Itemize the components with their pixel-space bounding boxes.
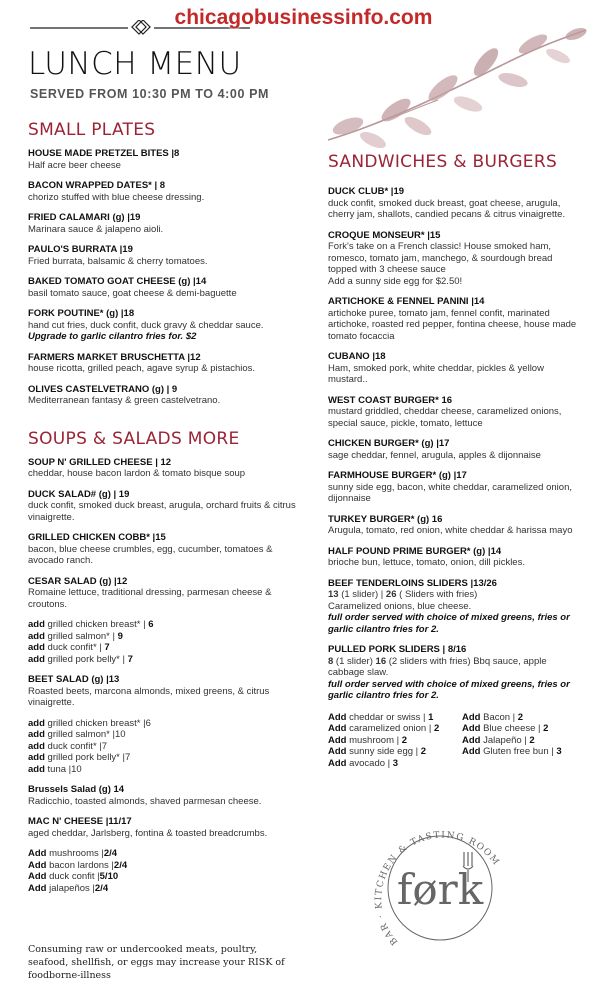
menu-item [28, 352, 298, 375]
item-name: GRILLED CHICKEN COBB* |15 [28, 532, 166, 543]
item-note: full order served with choice of mixed greens, fries or garlic cilantro fries for 2. [328, 612, 570, 635]
item-name: TURKEY BURGER* (g) 16 [328, 513, 443, 525]
item-description: bacon, blue cheese crumbles, egg, cucumber, tomatoes & avocado ranch. [28, 543, 273, 566]
item-description: Mediterranean fantasy & green castelvetrano. [28, 395, 221, 406]
item-note: full order served with choice of mixed greens, fries or garlic cilantro fries for 2. [328, 678, 570, 701]
menu-item [328, 230, 583, 288]
item-description: sunny side egg, bacon, white cheddar, caramelized onion, dijonnaise [328, 481, 572, 504]
menu-item [28, 276, 298, 299]
item-name: FARMERS MARKET BRUSCHETTA |12 [28, 351, 201, 363]
item-upgrade-note: Upgrade to garlic cilantro fries for. $2 [28, 331, 197, 342]
addon-line: Add Blue cheese | 2 [462, 723, 549, 734]
menu-item [328, 438, 583, 461]
item-name: FRIED CALAMARI (g) |19 [28, 212, 141, 223]
menu-item [28, 384, 298, 407]
item-name: ARTICHOKE & FENNEL PANINI |14 [328, 296, 485, 307]
item-description: duck confit, smoked duck breast, goat cheese, arugula, cherry jam, shallots, candied pecans & citrus vinaigrette. [328, 197, 566, 220]
menu-item [328, 186, 583, 221]
burger-addons [328, 712, 583, 770]
logo-word: førk [396, 865, 484, 914]
item-name: CESAR SALAD (g) |12 [28, 575, 128, 587]
item-name: HOUSE MADE PRETZEL BITES |8 [28, 148, 180, 159]
item-description: Radicchio, toasted almonds, shaved parmesan cheese. [28, 795, 262, 807]
menu-item-pork-sliders [328, 644, 583, 702]
item-description: cheddar, house bacon lardon & tomato bisque soup [28, 468, 246, 479]
menu-item-beef-sliders [328, 578, 583, 636]
item-name: CROQUE MONSEUR* |15 [328, 229, 441, 241]
item-description: Fried burrata, balsamic & cherry tomatoes. [28, 255, 208, 267]
menu-item [28, 457, 298, 480]
addon-line: Add cheddar or swiss | 1 [328, 711, 434, 723]
addon-line: add grilled pork belly* |7 [28, 752, 131, 763]
addon-line: Add caramelized onion | 2 [328, 723, 440, 734]
menu-item [28, 576, 298, 611]
item-description: artichoke puree, tomato jam, fennel confit, marinated artichoke, roasted red pepper, fontina cheese, house made tomato focaccia [328, 307, 577, 342]
addon-line: add duck confit* |7 [28, 740, 108, 752]
addon-line: Add Gluten free bun | 3 [462, 746, 562, 757]
item-description: hand cut fries, duck confit, duck gravy & cheddar sauce. [28, 319, 264, 331]
soups-salads-title: SOUPS & SALADS MORE [28, 428, 240, 449]
item-pricing: 13 (1 slider) | 26 ( Sliders with fries) [328, 589, 478, 600]
addon-line: add grilled pork belly* | 7 [28, 653, 133, 665]
item-description: Ham, smoked pork, white cheddar, pickles & yellow mustard.. [328, 362, 544, 385]
item-description: sage cheddar, fennel, arugula, apples & dijonnaise [328, 449, 541, 461]
menu-item [28, 489, 298, 524]
page-title: LUNCH MENU [28, 46, 242, 82]
item-name: DUCK SALAD# (g) | 19 [28, 488, 130, 500]
item-name: Brussels Salad (g) 14 [28, 784, 125, 795]
item-name: DUCK CLUB* |19 [328, 186, 405, 197]
beet-addons [28, 718, 298, 776]
item-description: Caramelized onions, blue cheese. [328, 600, 472, 612]
item-description: Half acre beer cheese [28, 159, 121, 171]
menu-item [28, 308, 298, 343]
item-name: BEEF TENDERLOINS SLIDERS |13/26 [328, 577, 497, 589]
item-name: MAC N' CHEESE |11/17 [28, 816, 132, 827]
item-name: WEST COAST BURGER* 16 [328, 394, 453, 406]
item-name: BACON WRAPPED DATES* | 8 [28, 180, 166, 191]
menu-item [28, 674, 298, 709]
item-name: PAULO'S BURRATA |19 [28, 244, 133, 255]
small-plates-title: SMALL PLATES [28, 120, 156, 140]
item-name: HALF POUND PRIME BURGER* (g) |14 [328, 545, 502, 557]
addon-line: Add sunny side egg | 2 [328, 746, 427, 757]
addon-line: add grilled chicken breast* |6 [28, 717, 151, 729]
menu-item [28, 784, 298, 807]
item-description: Roasted beets, marcona almonds, mixed greens, & citrus vinaigrette. [28, 685, 270, 708]
sandwiches-title: SANDWICHES & BURGERS [328, 152, 558, 172]
food-safety-disclaimer: Consuming raw or undercooked meats, poultry, seafood, shellfish, or eggs may increase your RISK of foodborne-illness [28, 944, 285, 981]
item-description: house ricotta, grilled peach, agave syrup & pistachios. [28, 363, 256, 374]
logo-ring-text: BAR · KITCHEN & TASTING ROOM [374, 830, 502, 947]
addon-line: Add mushroom | 2 [328, 734, 408, 746]
addon-line: Add mushrooms |2/4 [28, 848, 118, 859]
menu-item [28, 532, 298, 567]
item-name: CUBANO |18 [328, 351, 386, 362]
item-name: SOUP N' GRILLED CHEESE | 12 [28, 456, 172, 468]
menu-item [328, 514, 583, 537]
item-name: PULLED PORK SLIDERS | 8/16 [328, 644, 467, 655]
left-column [28, 120, 298, 903]
watermark: chicagobusinessinfo.com [174, 6, 433, 29]
addon-line: Add avocado | 3 [328, 757, 399, 769]
menu-item [328, 395, 583, 430]
item-name: BEET SALAD (g) |13 [28, 674, 120, 685]
menu-item [28, 244, 298, 267]
item-extra: Add a sunny side egg for $2.50! [328, 275, 463, 287]
item-description: mustard griddled, cheddar cheese, caramelized onions, special sauce, pickle, tomato, lettuce [328, 406, 562, 429]
fork-logo [368, 792, 518, 972]
item-description: Arugula, tomato, red onion, white cheddar & harissa mayo [328, 525, 573, 536]
menu-item [28, 148, 298, 171]
addon-line: add tuna |10 [28, 763, 82, 775]
item-description: aged cheddar, Jarlsberg, fontina & toasted breadcrumbs. [28, 827, 268, 839]
addon-line: add grilled salmon* |10 [28, 729, 126, 740]
item-description: basil tomato sauce, goat cheese & demi-baguette [28, 287, 237, 299]
addon-line: add grilled salmon* | 9 [28, 630, 123, 642]
menu-item [28, 816, 298, 839]
item-pricing: 8 (1 slider) 16 (2 sliders with fries) Bbq sauce, apple cabbage slaw. [328, 655, 547, 678]
addon-line: add grilled chicken breast* | 6 [28, 619, 154, 630]
item-description: brioche bun, lettuce, tomato, onion, dill pickles. [328, 557, 525, 568]
item-description: Romaine lettuce, traditional dressing, parmesan cheese & croutons. [28, 587, 272, 610]
addon-line: Add duck confit |5/10 [28, 871, 119, 882]
item-name: BAKED TOMATO GOAT CHEESE (g) |14 [28, 276, 207, 287]
menu-item [328, 470, 583, 505]
item-description: Fork's take on a French classic! House smoked ham, romesco, tomato jam, manchego, & sourdough bread topped with 3 cheese sauce [328, 241, 553, 275]
menu-item [28, 212, 298, 235]
item-name: OLIVES CASTELVETRANO (g) | 9 [28, 383, 178, 395]
menu-item [328, 351, 583, 386]
right-column [328, 152, 583, 769]
addon-line: Add bacon lardons |2/4 [28, 859, 128, 871]
addon-line: Add jalapeños |2/4 [28, 882, 109, 894]
addon-line: Add Jalapeño | 2 [462, 734, 535, 746]
item-description: duck confit, smoked duck breast, arugula, orchard fruits & citrus vinaigrette. [28, 500, 296, 523]
served-hours: SERVED FROM 10:30 PM TO 4:00 PM [30, 87, 270, 101]
item-name: FARMHOUSE BURGER* (g) |17 [328, 470, 467, 481]
item-description: chorizo stuffed with blue cheese dressing. [28, 191, 205, 203]
item-description: Marinara sauce & jalapeno aioli. [28, 223, 164, 235]
leaf-branch-illustration [318, 22, 588, 157]
menu-item [328, 296, 583, 342]
addon-line: add duck confit* | 7 [28, 642, 110, 653]
item-name: FORK POUTINE* (g) |18 [28, 308, 135, 319]
menu-item [28, 180, 298, 203]
mac-addons [28, 848, 298, 894]
addon-line: Add Bacon | 2 [462, 711, 524, 723]
item-name: CHICKEN BURGER* (g) |17 [328, 438, 450, 449]
menu-item [328, 546, 583, 569]
cesar-addons [28, 619, 298, 665]
